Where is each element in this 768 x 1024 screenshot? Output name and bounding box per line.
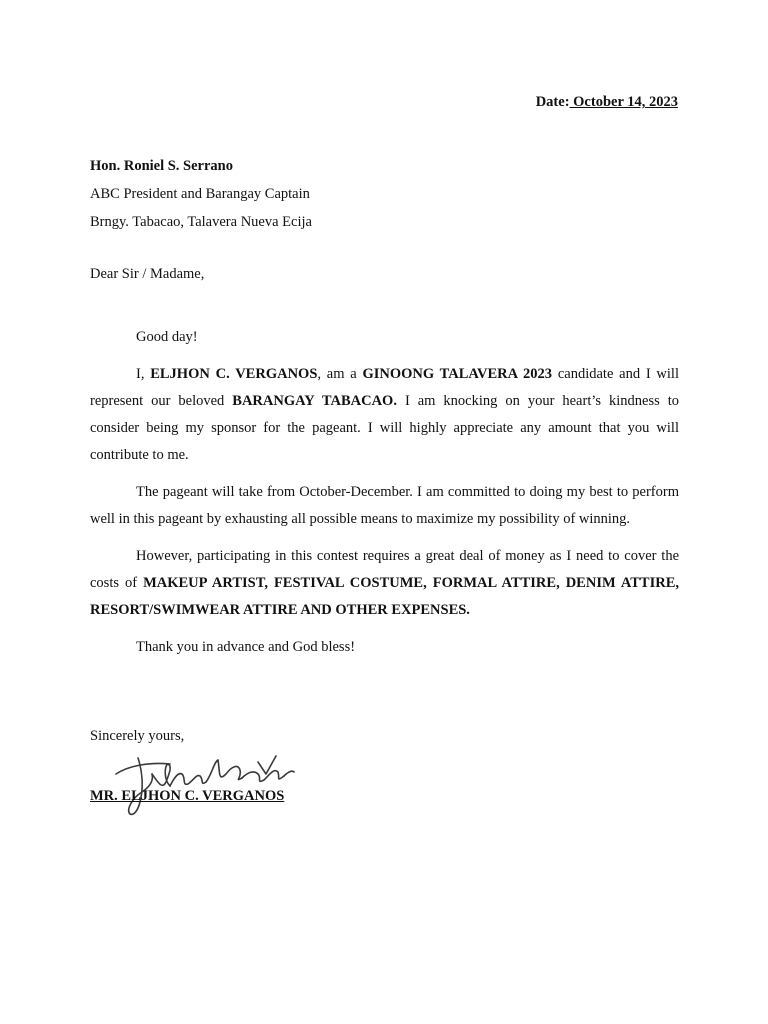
signature-block bbox=[90, 752, 350, 822]
candidacy-text-1: I, bbox=[136, 366, 151, 382]
recipient-name: Hon. Roniel S. Serrano bbox=[90, 158, 233, 174]
expenses-list: MAKEUP ARTIST, FESTIVAL COSTUME, FORMAL ATTIRE, DENIM ATTIRE, RESORT/SWIMWEAR ATTIRE AND OTHER EXPENSES. bbox=[90, 575, 679, 618]
candidate-name: ELJHON C. VERGANOS bbox=[150, 366, 318, 382]
thanks-paragraph: Thank you in advance and God bless! bbox=[136, 639, 356, 655]
signer-name: MR. ELJHON C. VERGANOS bbox=[90, 788, 285, 804]
candidacy-text-3: candidate and I will represent our beloved bbox=[90, 366, 679, 409]
pageant-title: GINOONG TALAVERA 2023 bbox=[362, 366, 553, 382]
closing: Sincerely yours, bbox=[90, 728, 185, 744]
candidacy-text-4: I am knocking on your heart’s kindness to consider being my sponsor for the pageant. I will highly appreciate any amount that you will contribute to me. bbox=[90, 393, 679, 463]
candidacy-text-2: , am a bbox=[317, 366, 363, 382]
recipient-address: Brngy. Tabacao, Talavera Nueva Ecija bbox=[90, 214, 312, 230]
candidacy-paragraph bbox=[90, 361, 679, 469]
expenses-paragraph bbox=[90, 543, 679, 624]
recipient-block bbox=[90, 152, 312, 236]
expenses-text: However, participating in this contest requires a great deal of money as I need to cover the costs of bbox=[90, 548, 679, 591]
handwritten-signature-icon bbox=[108, 752, 298, 818]
letter-body bbox=[90, 324, 679, 671]
date-label: Date: bbox=[535, 94, 570, 110]
schedule-paragraph: The pageant will take from October-December. I am committed to doing my best to perform well in this pageant by exhausting all possible means to maximize my possibility of winning. bbox=[90, 484, 679, 527]
greeting-paragraph: Good day! bbox=[136, 329, 198, 345]
recipient-title: ABC President and Barangay Captain bbox=[90, 186, 310, 202]
date-line bbox=[536, 94, 678, 111]
date-value: October 14, 2023 bbox=[569, 94, 678, 110]
barangay-name: BARANGAY TABACAO. bbox=[232, 393, 397, 409]
salutation: Dear Sir / Madame, bbox=[90, 266, 205, 282]
